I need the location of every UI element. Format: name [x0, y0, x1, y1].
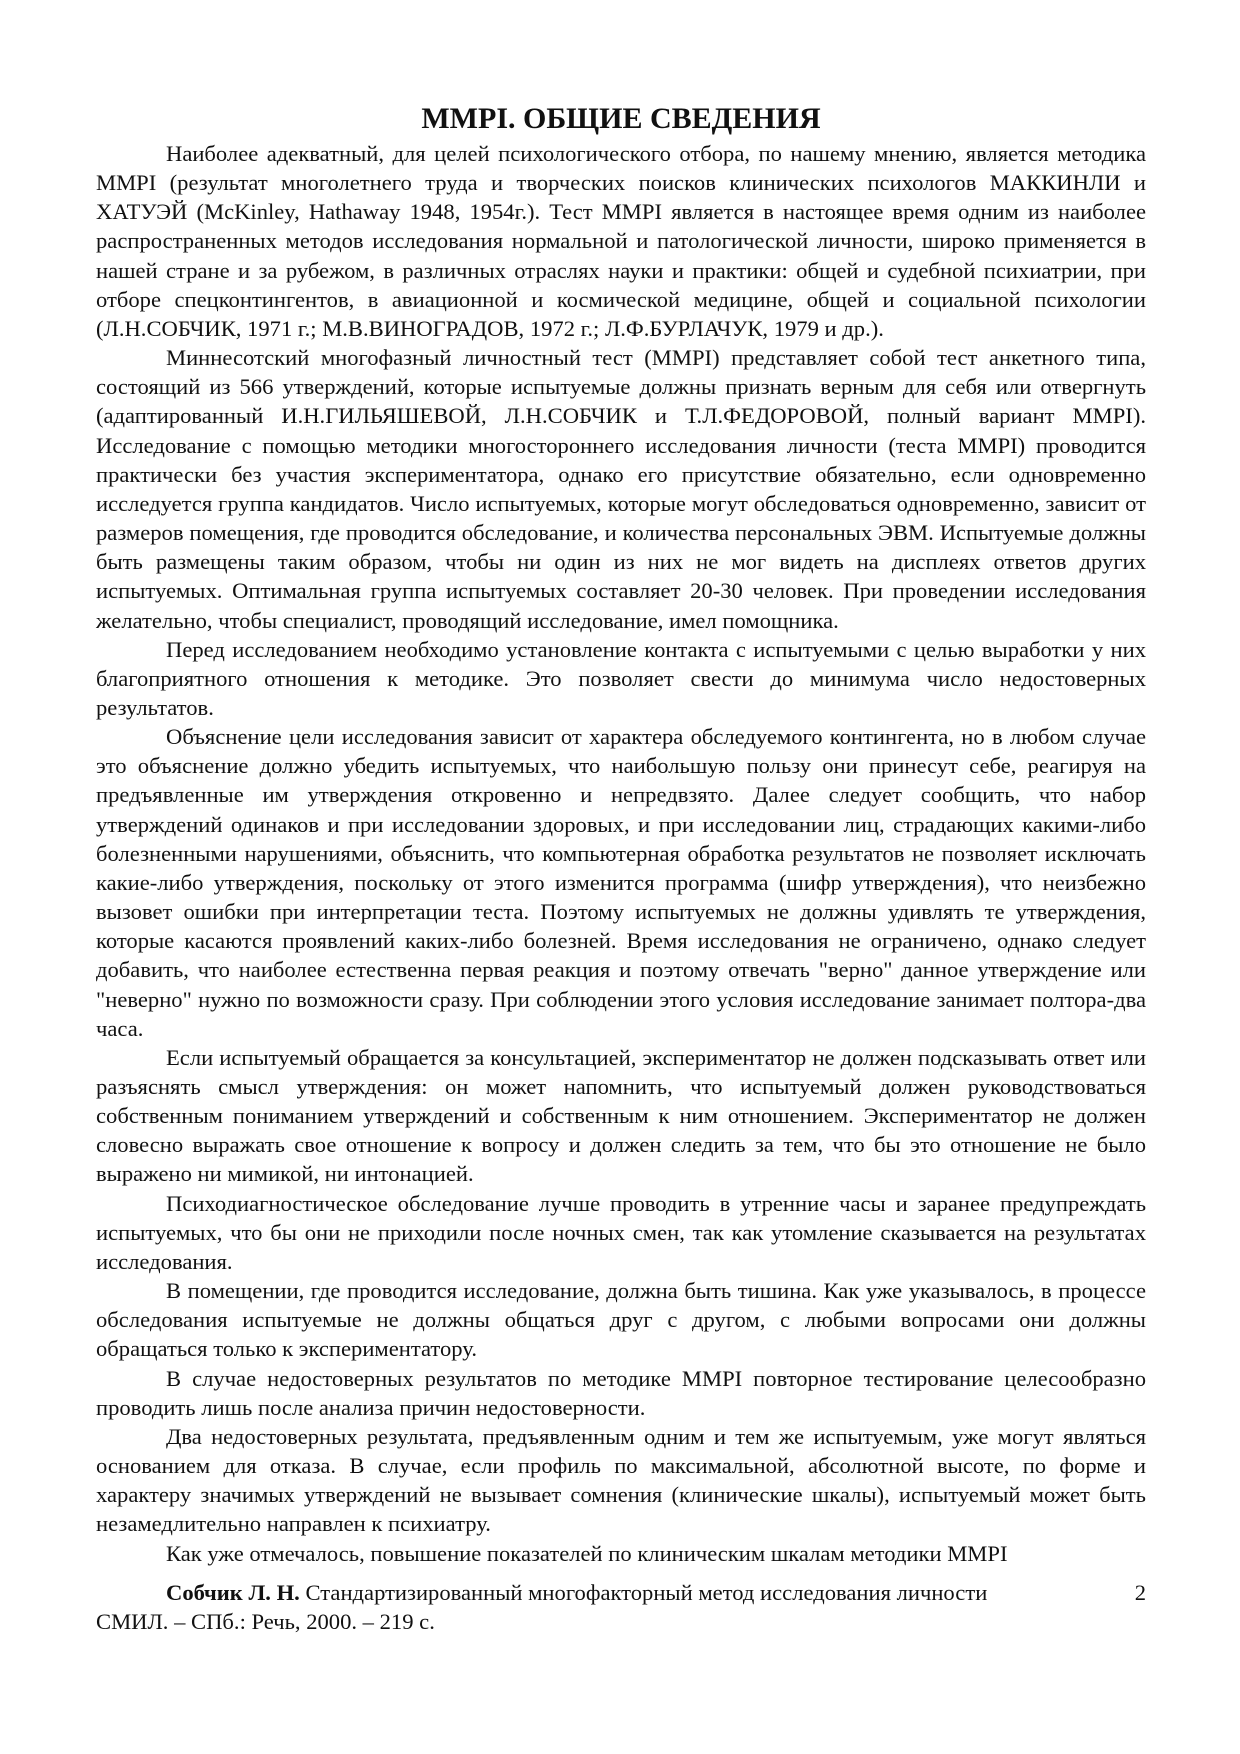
paragraph: Как уже отмечалось, повышение показателей по клиническим шкалам методики MMPI: [166, 1540, 1008, 1566]
page-number: 2: [1134, 1580, 1146, 1605]
paragraph: Если испытуемый обращается за консультацией, экспериментатор не должен подсказывать ответ или разъяснять смысл утверждения: он может напомнить, что испытуемый должен руководствоваться собственным пониманием утверждений и собственным к ним отношением. Экспериментатор не должен словесно выражать свое отношение к вопросу и должен следить за тем, что бы это отношение не было выражено ни мимикой, ни интонацией.: [96, 1044, 1146, 1187]
footer-citation-continued: СМИЛ. – СПб.: Речь, 2000. – 219 с.: [96, 1609, 435, 1634]
paragraph: Перед исследованием необходимо установление контакта с испытуемыми с целью выработки у них благоприятного отношения к методике. Это позволяет свести до минимума число недостоверных результатов.: [96, 636, 1146, 720]
paragraph: Объяснение цели исследования зависит от характера обследуемого контингента, но в любом случае это объяснение должно убедить испытуемых, что наибольшую пользу они принесут себе, реагируя на предъявленные им утверждения откровенно и непредвзято. Далее следует сообщить, что набор утверждений одинаков и при исследовании здоровых, и при исследовании лиц, страдающих какими-либо болезненными нарушениями, объяснить, что компьютерная обработка результатов не позволяет исключать какие-либо утверждения, поскольку от этого изменится программа (шифр утверждения), что неизбежно вызовет ошибки при интерпретации теста. Поэтому испытуемых не должны удивлять те утверждения, которые касаются проявлений каких-либо болезней. Время исследования не ограничено, однако следует добавить, что наиболее естественна первая реакция и поэтому отвечать "верно" данное утверждение или "неверно" нужно по возможности сразу. При соблюдении этого условия исследование занимает полтора-два часа.: [96, 724, 1146, 1041]
paragraph: Миннесотский многофазный личностный тест (MMPI) представляет собой тест анкетного типа, состоящий из 566 утверждений, которые испытуемые должны признать верным для себя или отвергнуть (адаптированный И.Н.ГИЛЬЯШЕВОЙ, Л.Н.СОБЧИК и Т.Л.ФЕДОРОВОЙ, полный вариант MMPI). Исследование с помощью методики многостороннего исследования личности (теста MMPI) проводится практически без участия экспериментатора, однако его присутствие обязательно, если одновременно исследуется группа кандидатов. Число испытуемых, которые могут обследоваться одновременно, зависит от размеров помещения, где проводится обследование, и количества персональных ЭВМ. Испытуемые должны быть размещены таким образом, чтобы ни один из них не мог видеть на дисплеях ответов других испытуемых. Оптимальная группа испытуемых составляет 20-30 человек. При проведении исследования желательно, чтобы специалист, проводящий исследование, имел помощника.: [96, 345, 1146, 633]
footer-citation: Стандартизированный многофакторный метод исследования личности: [305, 1580, 988, 1605]
page-footer: [96, 1578, 1146, 1636]
page-title: MMPI. ОБЩИЕ СВЕДЕНИЯ: [421, 102, 821, 135]
footer-reference: [96, 1578, 987, 1607]
paragraph: Два недостоверных результата, предъявленным одним и тем же испытуемым, уже могут являться основанием для отказа. В случае, если профиль по максимальной, абсолютной высоте, по форме и характеру значимых утверждений не вызывает сомнения (клинические шкалы), испытуемый может быть незамедлительно направлен к психиатру.: [96, 1423, 1146, 1537]
footer-author: Собчик Л. Н.: [166, 1580, 300, 1605]
body-text: [96, 139, 1146, 1568]
paragraph: Наиболее адекватный, для целей психологического отбора, по нашему мнению, является методика MMPI (результат многолетнего труда и творческих поисков клинических психологов МАККИНЛИ и ХАТУЭЙ (McKinley, Hathaway 1948, 1954г.). Тест MMPI является в настоящее время одним из наиболее распространенных методов исследования нормальной и патологической личности, широко применяется в нашей стране и за рубежом, в различных отраслях науки и практики: общей и судебной психиатрии, при отборе спецконтингентов, в авиационной и космической медицине, общей и социальной психологии (Л.Н.СОБЧИК, 1971 г.; М.В.ВИНОГРАДОВ, 1972 г.; Л.Ф.БУРЛАЧУК, 1979 и др.).: [96, 141, 1146, 341]
paragraph: Психодиагностическое обследование лучше проводить в утренние часы и заранее предупреждать испытуемых, что бы они не приходили после ночных смен, так как утомление сказывается на результатах исследования.: [96, 1190, 1146, 1274]
paragraph: В случае недостоверных результатов по методике MMPI повторное тестирование целесообразно проводить лишь после анализа причин недостоверности.: [96, 1365, 1146, 1420]
paragraph: В помещении, где проводится исследование, должна быть тишина. Как уже указывалось, в процессе обследования испытуемые не должны общаться друг с другом, с любыми вопросами они должны обращаться только к экспериментатору.: [96, 1278, 1146, 1362]
